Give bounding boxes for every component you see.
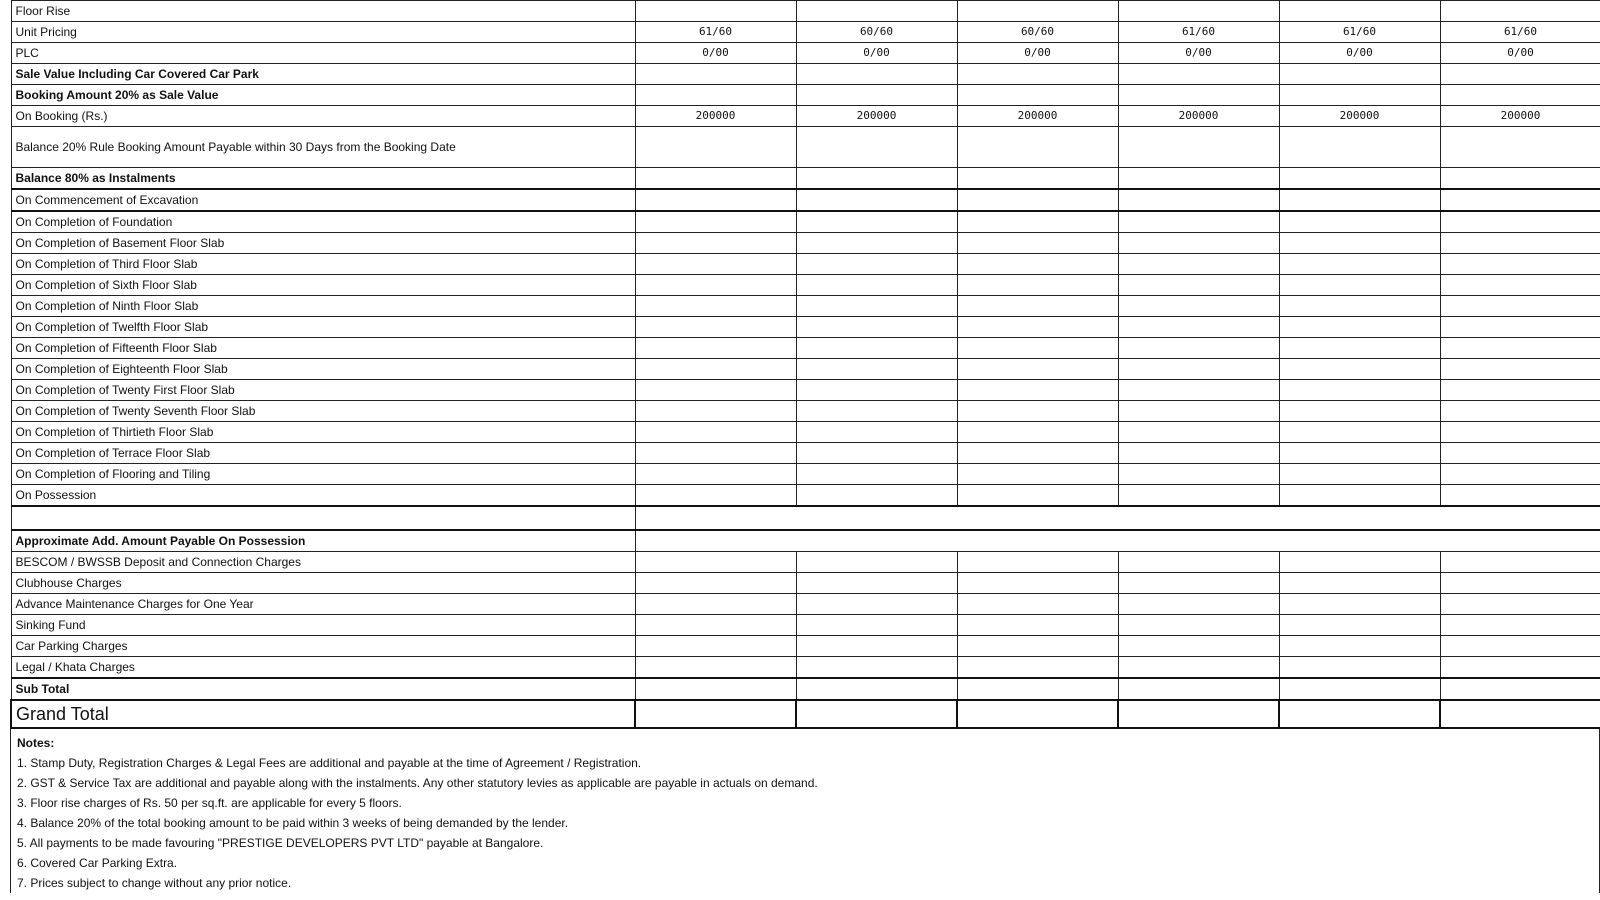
row-label: Legal / Khata Charges xyxy=(11,657,635,679)
unit-value-cell: 0/00 xyxy=(635,43,796,64)
unit-value-cell xyxy=(796,657,957,679)
row-label: Car Parking Charges xyxy=(11,636,635,657)
unit-value-cell xyxy=(1279,422,1440,443)
instalment-row xyxy=(11,233,1600,254)
unit-value-cell xyxy=(1118,615,1279,636)
unit-value-cell xyxy=(1440,380,1600,401)
unit-value-cell xyxy=(957,254,1118,275)
unit-value-cell xyxy=(635,657,796,679)
row-label: PLC xyxy=(11,43,635,64)
unit-value-cell xyxy=(1118,189,1279,211)
unit-value-cell: 200000 xyxy=(1118,106,1279,127)
unit-value-cell xyxy=(957,64,1118,85)
instalment-row xyxy=(11,443,1600,464)
grand-total-row xyxy=(11,700,1600,728)
unit-value-cell xyxy=(1440,211,1600,233)
unit-value-cell: 60/60 xyxy=(957,22,1118,43)
unit-value-cell xyxy=(635,422,796,443)
note-item: 5. All payments to be made favouring "PRESTIGE DEVELOPERS PVT LTD" payable at Bangalore. xyxy=(17,836,544,850)
unit-value-cell xyxy=(635,380,796,401)
unit-value-cell xyxy=(957,275,1118,296)
unit-value-cell xyxy=(635,485,796,507)
instalment-row xyxy=(11,359,1600,380)
row-label: On Completion of Twenty Seventh Floor Slab xyxy=(11,401,635,422)
unit-value-cell xyxy=(635,64,796,85)
payment-schedule-table xyxy=(10,0,1600,729)
unit-value-cell xyxy=(796,615,957,636)
unit-value-cell xyxy=(1440,422,1600,443)
unit-value-cell: 61/60 xyxy=(1279,22,1440,43)
unit-value-cell xyxy=(957,233,1118,254)
row-label: Sub Total xyxy=(11,678,635,700)
unit-value-cell xyxy=(796,401,957,422)
unit-value-cell xyxy=(957,657,1118,679)
unit-value-cell xyxy=(635,296,796,317)
unit-value-cell xyxy=(957,296,1118,317)
additional-charge-row xyxy=(11,657,1600,679)
gap-cell xyxy=(635,506,1600,530)
unit-value-cell xyxy=(1118,485,1279,507)
unit-value-cell xyxy=(1440,168,1600,190)
unit-value-cell xyxy=(796,317,957,338)
row-label: On Completion of Foundation xyxy=(11,211,635,233)
unit-value-cell xyxy=(957,127,1118,168)
unit-value-cell xyxy=(635,338,796,359)
unit-value-cell xyxy=(796,189,957,211)
instalment-row xyxy=(11,211,1600,233)
unit-value-cell xyxy=(796,573,957,594)
unit-value-cell xyxy=(1118,338,1279,359)
heading-spacer xyxy=(635,530,1600,552)
row-label: On Completion of Basement Floor Slab xyxy=(11,233,635,254)
row-label: BESCOM / BWSSB Deposit and Connection Charges xyxy=(11,552,635,573)
row-label: On Completion of Flooring and Tiling xyxy=(11,464,635,485)
unit-value-cell xyxy=(796,85,957,106)
unit-value-cell xyxy=(796,678,957,700)
unit-value-cell xyxy=(1440,573,1600,594)
instalment-row xyxy=(11,422,1600,443)
additional-charge-row xyxy=(11,594,1600,615)
unit-value-cell xyxy=(1440,485,1600,507)
unit-value-cell xyxy=(1118,359,1279,380)
row-label: Floor Rise xyxy=(11,1,635,22)
note-item: 4. Balance 20% of the total booking amount to be paid within 3 weeks of being demanded by the lender. xyxy=(17,816,569,830)
row-label: On Possession xyxy=(11,485,635,507)
unit-value-cell xyxy=(1440,443,1600,464)
unit-value-cell xyxy=(957,1,1118,22)
unit-value-cell xyxy=(1440,464,1600,485)
row-label: On Completion of Fifteenth Floor Slab xyxy=(11,338,635,359)
unit-value-cell xyxy=(796,275,957,296)
price-row xyxy=(11,1,1600,22)
unit-value-cell xyxy=(1118,552,1279,573)
unit-value-cell xyxy=(957,359,1118,380)
unit-value-cell xyxy=(1440,275,1600,296)
unit-value-cell xyxy=(635,678,796,700)
unit-value-cell: 0/00 xyxy=(796,43,957,64)
unit-value-cell xyxy=(796,443,957,464)
instalment-row xyxy=(11,485,1600,507)
unit-value-cell xyxy=(1118,1,1279,22)
unit-value-cell xyxy=(1279,464,1440,485)
unit-value-cell xyxy=(635,594,796,615)
unit-value-cell: 61/60 xyxy=(1118,22,1279,43)
unit-value-cell: 60/60 xyxy=(796,22,957,43)
unit-value-cell xyxy=(1279,168,1440,190)
unit-value-cell xyxy=(1279,615,1440,636)
price-sheet xyxy=(10,0,1600,900)
unit-value-cell xyxy=(796,211,957,233)
unit-value-cell xyxy=(796,594,957,615)
unit-value-cell xyxy=(1118,127,1279,168)
unit-value-cell xyxy=(1118,317,1279,338)
instalment-row xyxy=(11,296,1600,317)
unit-value-cell xyxy=(1279,275,1440,296)
unit-value-cell xyxy=(635,615,796,636)
unit-value-cell xyxy=(1440,1,1600,22)
unit-value-cell xyxy=(796,485,957,507)
unit-value-cell xyxy=(957,615,1118,636)
unit-value-cell xyxy=(1118,443,1279,464)
unit-value-cell xyxy=(1118,422,1279,443)
unit-value-cell xyxy=(1118,254,1279,275)
unit-value-cell xyxy=(1118,678,1279,700)
unit-value-cell xyxy=(1440,127,1600,168)
unit-value-cell xyxy=(1118,233,1279,254)
unit-value-cell: 0/00 xyxy=(1118,43,1279,64)
unit-value-cell xyxy=(1279,317,1440,338)
unit-value-cell xyxy=(1118,296,1279,317)
row-label: On Commencement of Excavation xyxy=(11,189,635,211)
unit-value-cell xyxy=(1279,359,1440,380)
unit-value-cell xyxy=(1440,338,1600,359)
unit-value-cell xyxy=(635,443,796,464)
unit-value-cell xyxy=(957,317,1118,338)
row-label: Sinking Fund xyxy=(11,615,635,636)
unit-value-cell xyxy=(1440,64,1600,85)
unit-value-cell xyxy=(1118,211,1279,233)
unit-value-cell xyxy=(635,573,796,594)
unit-value-cell xyxy=(1279,85,1440,106)
price-row xyxy=(11,127,1600,168)
additional-charge-row xyxy=(11,615,1600,636)
row-label: On Completion of Ninth Floor Slab xyxy=(11,296,635,317)
unit-value-cell xyxy=(1279,485,1440,507)
unit-value-cell xyxy=(1440,233,1600,254)
unit-value-cell xyxy=(1118,573,1279,594)
unit-value-cell xyxy=(1118,700,1279,728)
unit-value-cell xyxy=(957,636,1118,657)
additional-charges-heading: Approximate Add. Amount Payable On Possession xyxy=(11,530,635,552)
price-row xyxy=(11,106,1600,127)
unit-value-cell xyxy=(957,594,1118,615)
unit-value-cell xyxy=(796,254,957,275)
price-row xyxy=(11,168,1600,190)
unit-value-cell xyxy=(1279,552,1440,573)
unit-value-cell xyxy=(1279,401,1440,422)
note-item: 2. GST & Service Tax are additional and payable along with the instalments. Any other statutory levies as applicable are payable in actuals on demand. xyxy=(17,776,818,790)
unit-value-cell xyxy=(1440,594,1600,615)
unit-value-cell xyxy=(1279,233,1440,254)
unit-value-cell: 200000 xyxy=(1440,106,1600,127)
unit-value-cell: 200000 xyxy=(957,106,1118,127)
unit-value-cell xyxy=(635,401,796,422)
row-label: On Completion of Terrace Floor Slab xyxy=(11,443,635,464)
unit-value-cell xyxy=(957,168,1118,190)
unit-value-cell: 0/00 xyxy=(957,43,1118,64)
additional-charge-row xyxy=(11,573,1600,594)
unit-value-cell xyxy=(635,1,796,22)
instalment-row xyxy=(11,189,1600,211)
additional-charge-row xyxy=(11,552,1600,573)
instalment-row xyxy=(11,254,1600,275)
unit-value-cell xyxy=(957,443,1118,464)
price-row xyxy=(11,22,1600,43)
unit-value-cell xyxy=(635,233,796,254)
unit-value-cell xyxy=(1118,401,1279,422)
unit-value-cell xyxy=(957,189,1118,211)
unit-value-cell xyxy=(1279,64,1440,85)
unit-value-cell xyxy=(1279,338,1440,359)
row-label: On Completion of Eighteenth Floor Slab xyxy=(11,359,635,380)
unit-value-cell xyxy=(1440,615,1600,636)
unit-value-cell xyxy=(1118,464,1279,485)
unit-value-cell xyxy=(1118,168,1279,190)
unit-value-cell xyxy=(796,359,957,380)
instalment-row xyxy=(11,275,1600,296)
note-item: 7. Prices subject to change without any prior notice. xyxy=(17,876,292,890)
unit-value-cell xyxy=(1118,85,1279,106)
unit-value-cell: 200000 xyxy=(796,106,957,127)
additional-charge-row xyxy=(11,636,1600,657)
unit-value-cell xyxy=(796,464,957,485)
unit-value-cell xyxy=(1118,380,1279,401)
row-label: Grand Total xyxy=(11,700,635,728)
unit-value-cell xyxy=(1279,657,1440,679)
unit-value-cell xyxy=(957,401,1118,422)
unit-value-cell xyxy=(635,211,796,233)
unit-value-cell xyxy=(957,464,1118,485)
notes-title: Notes: xyxy=(17,736,55,750)
unit-value-cell xyxy=(1279,443,1440,464)
unit-value-cell xyxy=(1440,552,1600,573)
price-row xyxy=(11,85,1600,106)
unit-value-cell xyxy=(635,85,796,106)
unit-value-cell xyxy=(1279,1,1440,22)
row-label: On Completion of Third Floor Slab xyxy=(11,254,635,275)
section-gap xyxy=(11,506,1600,530)
note-item: 6. Covered Car Parking Extra. xyxy=(17,856,178,870)
unit-value-cell xyxy=(1279,380,1440,401)
unit-value-cell xyxy=(1279,678,1440,700)
unit-value-cell xyxy=(1118,64,1279,85)
instalment-row xyxy=(11,380,1600,401)
unit-value-cell xyxy=(957,552,1118,573)
unit-value-cell xyxy=(957,678,1118,700)
unit-value-cell xyxy=(796,380,957,401)
unit-value-cell xyxy=(957,573,1118,594)
unit-value-cell xyxy=(1279,594,1440,615)
unit-value-cell xyxy=(796,552,957,573)
unit-value-cell xyxy=(1279,127,1440,168)
sub-total-row xyxy=(11,678,1600,700)
unit-value-cell: 61/60 xyxy=(635,22,796,43)
unit-value-cell xyxy=(796,296,957,317)
unit-value-cell xyxy=(796,127,957,168)
unit-value-cell xyxy=(1118,594,1279,615)
row-label: Balance 20% Rule Booking Amount Payable within 30 Days from the Booking Date xyxy=(11,127,635,168)
unit-value-cell xyxy=(635,254,796,275)
unit-value-cell xyxy=(635,127,796,168)
unit-value-cell xyxy=(957,85,1118,106)
unit-value-cell xyxy=(1440,657,1600,679)
unit-value-cell: 61/60 xyxy=(1440,22,1600,43)
note-item: 1. Stamp Duty, Registration Charges & Legal Fees are additional and payable at the time of Agreement / Registration. xyxy=(17,756,642,770)
row-label: Balance 80% as Instalments xyxy=(11,168,635,190)
unit-value-cell xyxy=(635,359,796,380)
row-label: On Completion of Thirtieth Floor Slab xyxy=(11,422,635,443)
unit-value-cell: 200000 xyxy=(1279,106,1440,127)
unit-value-cell xyxy=(1118,275,1279,296)
unit-value-cell xyxy=(796,636,957,657)
unit-value-cell xyxy=(796,168,957,190)
row-label: Unit Pricing xyxy=(11,22,635,43)
unit-value-cell xyxy=(1440,317,1600,338)
unit-value-cell xyxy=(1279,254,1440,275)
unit-value-cell xyxy=(1279,189,1440,211)
unit-value-cell xyxy=(1279,211,1440,233)
row-label: On Booking (Rs.) xyxy=(11,106,635,127)
row-label: On Completion of Sixth Floor Slab xyxy=(11,275,635,296)
price-row xyxy=(11,64,1600,85)
row-label: On Completion of Twelfth Floor Slab xyxy=(11,317,635,338)
unit-value-cell xyxy=(635,275,796,296)
unit-value-cell: 200000 xyxy=(635,106,796,127)
unit-value-cell xyxy=(635,317,796,338)
unit-value-cell xyxy=(957,485,1118,507)
unit-value-cell xyxy=(796,422,957,443)
instalment-row xyxy=(11,401,1600,422)
unit-value-cell xyxy=(1440,189,1600,211)
unit-value-cell: 0/00 xyxy=(1440,43,1600,64)
unit-value-cell xyxy=(796,338,957,359)
unit-value-cell xyxy=(796,700,957,728)
unit-value-cell xyxy=(1279,573,1440,594)
note-item: 3. Floor rise charges of Rs. 50 per sq.ft. are applicable for every 5 floors. xyxy=(17,796,402,810)
row-label: On Completion of Twenty First Floor Slab xyxy=(11,380,635,401)
unit-value-cell xyxy=(796,1,957,22)
unit-value-cell xyxy=(1440,700,1600,728)
unit-value-cell xyxy=(957,338,1118,359)
unit-value-cell xyxy=(1279,636,1440,657)
unit-value-cell xyxy=(957,700,1118,728)
unit-value-cell xyxy=(796,233,957,254)
additional-charges-heading-row xyxy=(11,530,1600,552)
gap-cell xyxy=(11,506,635,530)
row-label: Booking Amount 20% as Sale Value xyxy=(11,85,635,106)
price-row xyxy=(11,43,1600,64)
unit-value-cell xyxy=(635,168,796,190)
unit-value-cell: 0/00 xyxy=(1279,43,1440,64)
row-label: Advance Maintenance Charges for One Year xyxy=(11,594,635,615)
unit-value-cell xyxy=(635,189,796,211)
unit-value-cell xyxy=(1440,678,1600,700)
unit-value-cell xyxy=(1279,296,1440,317)
unit-value-cell xyxy=(1440,359,1600,380)
unit-value-cell xyxy=(1440,401,1600,422)
unit-value-cell xyxy=(1440,636,1600,657)
unit-value-cell xyxy=(1118,636,1279,657)
unit-value-cell xyxy=(957,380,1118,401)
unit-value-cell xyxy=(1279,700,1440,728)
unit-value-cell xyxy=(1118,657,1279,679)
notes-list xyxy=(17,753,1593,893)
instalment-row xyxy=(11,464,1600,485)
row-label: Sale Value Including Car Covered Car Park xyxy=(11,64,635,85)
unit-value-cell xyxy=(957,422,1118,443)
unit-value-cell xyxy=(796,64,957,85)
unit-value-cell xyxy=(957,211,1118,233)
unit-value-cell xyxy=(1440,296,1600,317)
instalment-row xyxy=(11,317,1600,338)
unit-value-cell xyxy=(635,636,796,657)
notes-section xyxy=(10,729,1600,893)
instalment-row xyxy=(11,338,1600,359)
row-label: Clubhouse Charges xyxy=(11,573,635,594)
unit-value-cell xyxy=(1440,85,1600,106)
unit-value-cell xyxy=(635,552,796,573)
unit-value-cell xyxy=(635,464,796,485)
unit-value-cell xyxy=(635,700,796,728)
unit-value-cell xyxy=(1440,254,1600,275)
